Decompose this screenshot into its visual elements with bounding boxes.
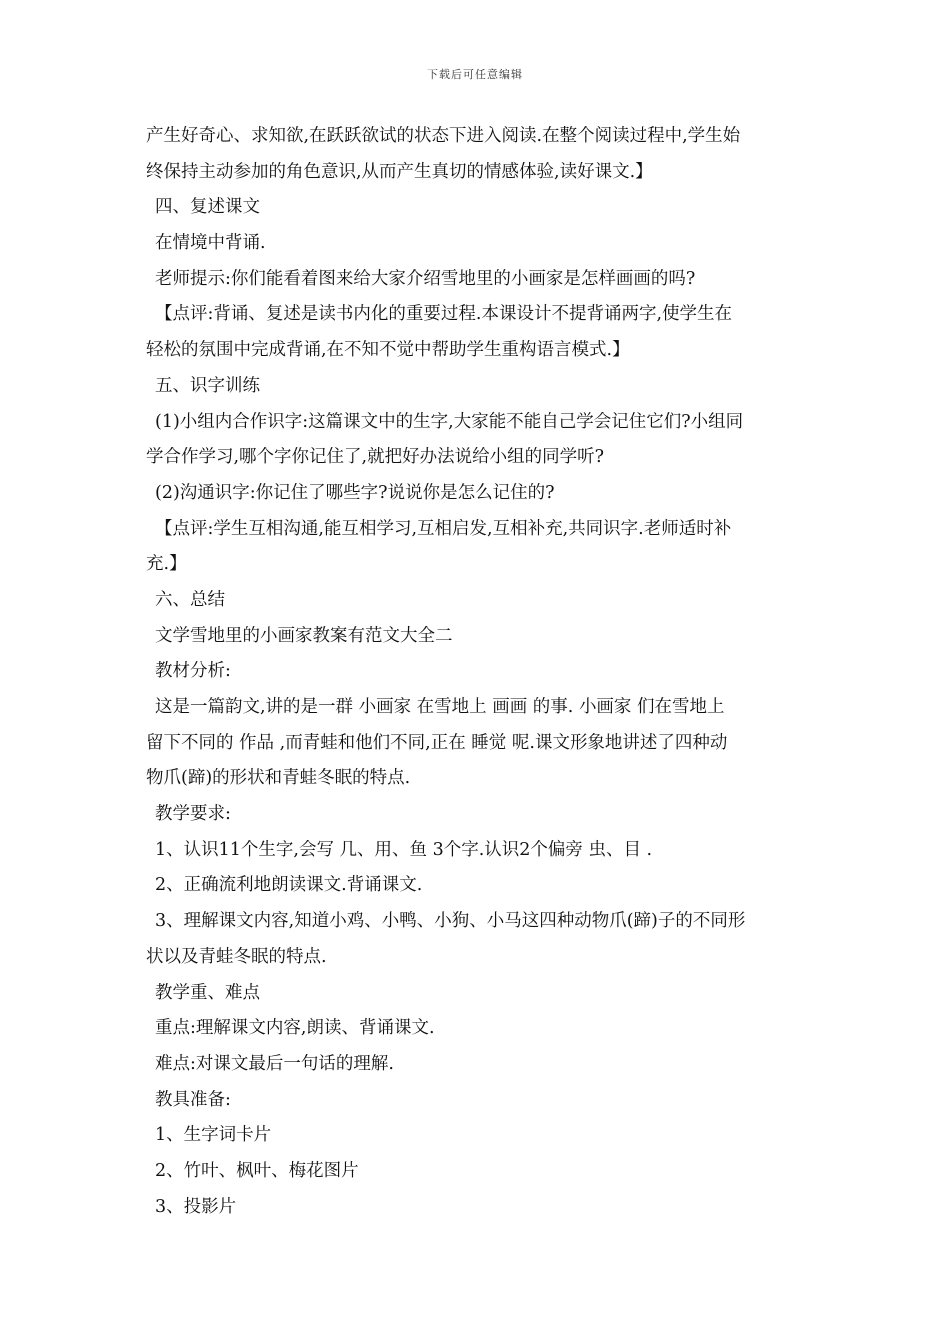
text-line: 五、识字训练 <box>155 375 260 396</box>
text-line: 3、投影片 <box>155 1196 237 1217</box>
page-header: 下载后可任意编辑 <box>427 68 523 81</box>
text-line: 教具准备: <box>155 1089 231 1110</box>
document-body <box>146 119 811 1225</box>
text-line: 1、认识11个生字,会写 几、用、鱼 3个字.认识2个偏旁 虫、目 . <box>155 839 653 860</box>
text-line: 四、复述课文 <box>155 197 260 218</box>
text-line: 终保持主动参加的角色意识,从而产生真切的情感体验,读好课文.】 <box>146 161 653 182</box>
text-line: 教学重、难点 <box>155 982 260 1003</box>
text-line: 【点评:背诵、复述是读书内化的重要过程.本课设计不提背诵两字,使学生在 <box>155 304 733 325</box>
text-line: 老师提示:你们能看着图来给大家介绍雪地里的小画家是怎样画画的吗? <box>155 268 696 289</box>
text-line: 状以及青蛙冬眠的特点. <box>146 946 327 967</box>
text-line: 学合作学习,哪个字你记住了,就把好办法说给小组的同学听? <box>146 447 605 468</box>
text-line: 文学雪地里的小画家教案有范文大全二 <box>155 625 453 646</box>
text-line: 教材分析: <box>155 661 231 682</box>
text-line: 2、竹叶、枫叶、梅花图片 <box>155 1160 359 1181</box>
text-line: (2)沟通识字:你记住了哪些字?说说你是怎么记住的? <box>155 482 555 503</box>
text-line: 轻松的氛围中完成背诵,在不知不觉中帮助学生重构语言模式.】 <box>146 340 630 361</box>
text-line: 六、总结 <box>155 589 225 610</box>
text-line: 留下不同的 作品 ,而青蛙和他们不同,正在 睡觉 呢.课文形象地讲述了四种动 <box>146 732 728 753</box>
text-line: 物爪(蹄)的形状和青蛙冬眠的特点. <box>146 768 411 789</box>
text-line: 充.】 <box>146 554 187 575</box>
text-line: (1)小组内合作识字:这篇课文中的生字,大家能不能自己学会记住它们?小组同 <box>155 411 744 432</box>
text-line: 教学要求: <box>155 804 231 825</box>
text-line: 2、正确流利地朗读课文.背诵课文. <box>155 875 423 896</box>
text-line: 重点:理解课文内容,朗读、背诵课文. <box>155 1018 435 1039</box>
text-line: 【点评:学生互相沟通,能互相学习,互相启发,互相补充,共同识字.老师适时补 <box>155 518 732 539</box>
text-line: 产生好奇心、求知欲,在跃跃欲试的状态下进入阅读.在整个阅读过程中,学生始 <box>146 126 741 146</box>
text-line: 这是一篇韵文,讲的是一群 小画家 在雪地上 画画 的事. 小画家 们在雪地上 <box>155 697 725 717</box>
text-line: 在情境中背诵. <box>155 233 266 254</box>
text-line: 1、生字词卡片 <box>155 1125 272 1146</box>
text-line: 3、理解课文内容,知道小鸡、小鸭、小狗、小马这四种动物爪(蹄)子的不同形 <box>155 911 746 932</box>
text-line: 难点:对课文最后一句话的理解. <box>155 1053 394 1074</box>
